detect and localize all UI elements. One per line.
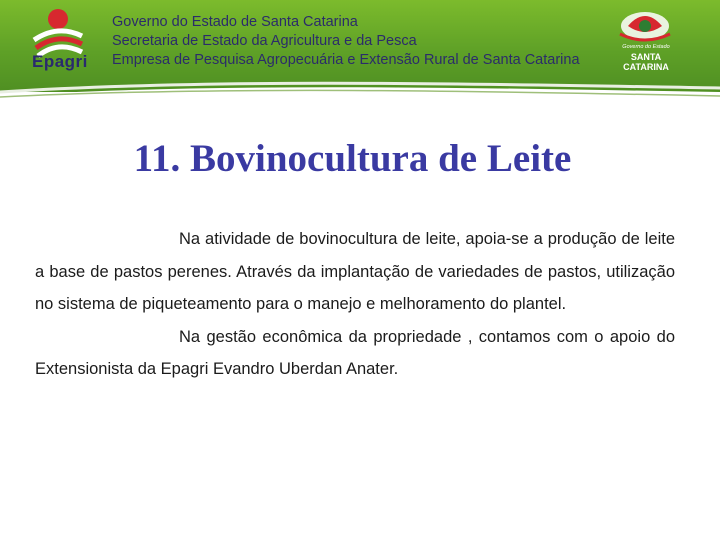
paragraph-dairy-production: Na atividade de bovinocultura de leite, apoia-se a produção de leite a base de pastos perenes. Através da implantação de variedades de pastos, utilização no sistema de piqueteamento para o manejo e melhoramento do plantel. <box>35 230 675 313</box>
header-line-secretariat: Secretaria de Estado da Agricultura e da Pesca <box>112 33 417 49</box>
header-line-government: Governo do Estado de Santa Catarina <box>112 14 358 30</box>
header-line-company: Empresa de Pesquisa Agropecuária e Extensão Rural de Santa Catarina <box>112 52 580 68</box>
slide-body <box>35 223 675 386</box>
epagri-logo-text: Epagri <box>32 52 88 71</box>
state-tagline: Governo do Estado <box>622 44 670 50</box>
header-text-block <box>112 13 580 70</box>
state-name: SANTA CATARINA <box>623 52 669 72</box>
paragraph-economic-management: Na gestão econômica da propriedade , contamos com o apoio do Extensionista da Epagri Evandro Uberdan Anater. <box>35 327 675 378</box>
header-banner <box>0 0 720 92</box>
slide-title: 11. Bovinocultura de Leite <box>133 137 572 180</box>
